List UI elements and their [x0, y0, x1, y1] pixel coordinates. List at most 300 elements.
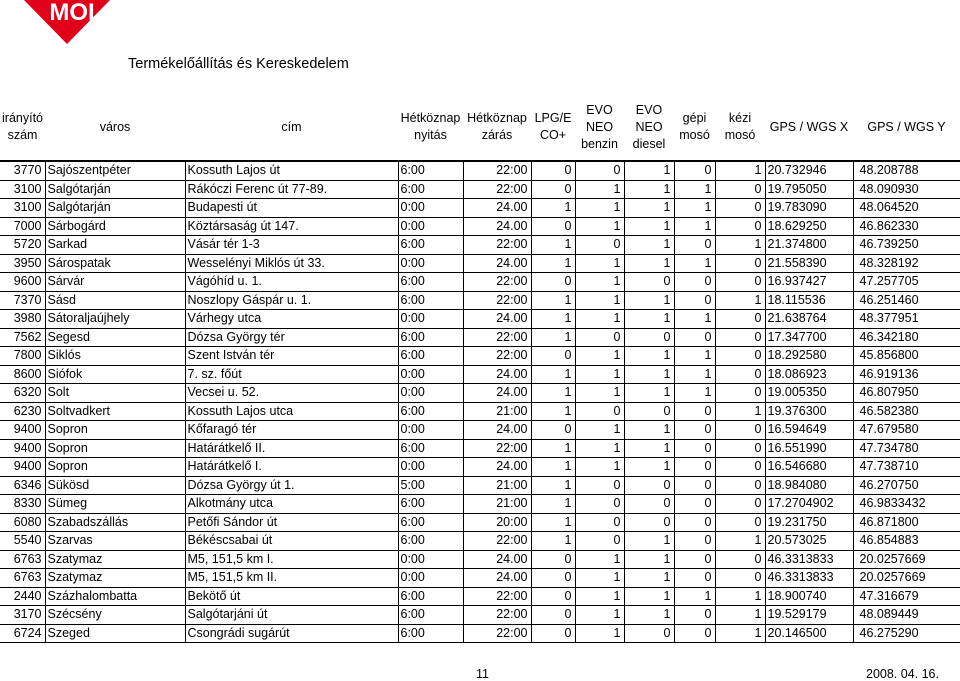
cell-gps-y: 20.0257669	[853, 569, 960, 588]
cell-gps-x: 18.629250	[765, 217, 853, 236]
cell-open: 6:00	[398, 273, 463, 292]
col-header-weekday-open: Hétköznap nyitás	[400, 111, 461, 142]
cell-close: 22:00	[463, 273, 531, 292]
cell-machine-wash: 0	[674, 606, 715, 625]
cell-postcode: 3980	[0, 310, 45, 329]
cell-hand-wash: 1	[715, 161, 765, 180]
cell-close: 24.00	[463, 458, 531, 477]
cell-evo-benzin: 0	[575, 328, 624, 347]
cell-evo-benzin: 1	[575, 199, 624, 218]
cell-evo-diesel: 0	[624, 513, 674, 532]
cell-machine-wash: 1	[674, 254, 715, 273]
cell-open: 6:00	[398, 439, 463, 458]
cell-close: 24.00	[463, 199, 531, 218]
cell-address: M5, 151,5 km II.	[185, 569, 398, 588]
cell-gps-y: 46.9833432	[853, 495, 960, 514]
cell-hand-wash: 0	[715, 365, 765, 384]
table-row	[0, 384, 960, 403]
cell-postcode: 9400	[0, 458, 45, 477]
table-row	[0, 347, 960, 366]
table-row	[0, 458, 960, 477]
cell-postcode: 7562	[0, 328, 45, 347]
cell-close: 24.00	[463, 550, 531, 569]
cell-open: 6:00	[398, 513, 463, 532]
cell-address: Köztársaság út 147.	[185, 217, 398, 236]
cell-postcode: 6346	[0, 476, 45, 495]
cell-city: Sajószentpéter	[45, 161, 185, 180]
cell-gps-y: 47.679580	[853, 421, 960, 440]
cell-evo-diesel: 0	[624, 624, 674, 643]
cell-close: 24.00	[463, 384, 531, 403]
cell-evo-benzin: 1	[575, 606, 624, 625]
cell-evo-benzin: 1	[575, 217, 624, 236]
cell-gps-x: 19.376300	[765, 402, 853, 421]
cell-open: 0:00	[398, 384, 463, 403]
table-row	[0, 495, 960, 514]
cell-gps-x: 18.292580	[765, 347, 853, 366]
cell-city: Siófok	[45, 365, 185, 384]
cell-open: 0:00	[398, 569, 463, 588]
cell-hand-wash: 0	[715, 495, 765, 514]
cell-open: 6:00	[398, 161, 463, 180]
cell-postcode: 3100	[0, 180, 45, 199]
cell-address: Alkotmány utca	[185, 495, 398, 514]
cell-postcode: 7000	[0, 217, 45, 236]
station-table	[0, 94, 960, 643]
cell-machine-wash: 1	[674, 587, 715, 606]
cell-city: Sarkad	[45, 236, 185, 255]
cell-gps-x: 19.005350	[765, 384, 853, 403]
cell-evo-benzin: 1	[575, 347, 624, 366]
mol-logo	[24, 0, 110, 44]
cell-gps-y: 46.270750	[853, 476, 960, 495]
cell-open: 0:00	[398, 254, 463, 273]
cell-address: Határátkelő I.	[185, 458, 398, 477]
cell-gps-x: 20.573025	[765, 532, 853, 551]
cell-evo-benzin: 0	[575, 476, 624, 495]
cell-evo-benzin: 0	[575, 236, 624, 255]
cell-evo-diesel: 1	[624, 569, 674, 588]
table-row	[0, 402, 960, 421]
cell-gps-y: 45.856800	[853, 347, 960, 366]
cell-open: 6:00	[398, 328, 463, 347]
cell-city: Szatymaz	[45, 569, 185, 588]
cell-lpg: 1	[531, 513, 575, 532]
cell-open: 6:00	[398, 180, 463, 199]
cell-address: M5, 151,5 km I.	[185, 550, 398, 569]
cell-evo-diesel: 1	[624, 199, 674, 218]
cell-gps-y: 48.328192	[853, 254, 960, 273]
cell-gps-x: 19.783090	[765, 199, 853, 218]
cell-postcode: 6763	[0, 550, 45, 569]
cell-gps-y: 48.089449	[853, 606, 960, 625]
cell-evo-diesel: 1	[624, 254, 674, 273]
cell-gps-x: 19.795050	[765, 180, 853, 199]
table-row	[0, 180, 960, 199]
cell-city: Szarvas	[45, 532, 185, 551]
cell-open: 0:00	[398, 458, 463, 477]
cell-gps-y: 20.0257669	[853, 550, 960, 569]
mol-logo-text: MOL	[49, 0, 103, 26]
cell-gps-y: 46.342180	[853, 328, 960, 347]
cell-address: Vágóhíd u. 1.	[185, 273, 398, 292]
cell-city: Solt	[45, 384, 185, 403]
cell-evo-diesel: 0	[624, 495, 674, 514]
cell-close: 22:00	[463, 161, 531, 180]
cell-address: Kossuth Lajos út	[185, 161, 398, 180]
cell-lpg: 1	[531, 328, 575, 347]
cell-address: Noszlopy Gáspár u. 1.	[185, 291, 398, 310]
cell-open: 6:00	[398, 624, 463, 643]
cell-evo-benzin: 1	[575, 458, 624, 477]
cell-address: Wesselényi Miklós út 33.	[185, 254, 398, 273]
cell-evo-benzin: 1	[575, 310, 624, 329]
cell-gps-x: 18.900740	[765, 587, 853, 606]
cell-city: Sükösd	[45, 476, 185, 495]
cell-hand-wash: 0	[715, 347, 765, 366]
cell-gps-x: 21.638764	[765, 310, 853, 329]
cell-close: 24.00	[463, 254, 531, 273]
cell-evo-benzin: 1	[575, 291, 624, 310]
cell-open: 0:00	[398, 365, 463, 384]
cell-evo-diesel: 1	[624, 458, 674, 477]
cell-hand-wash: 0	[715, 328, 765, 347]
cell-gps-x: 21.558390	[765, 254, 853, 273]
cell-machine-wash: 1	[674, 180, 715, 199]
cell-evo-diesel: 1	[624, 347, 674, 366]
cell-address: Petőfi Sándor út	[185, 513, 398, 532]
table-row	[0, 254, 960, 273]
cell-evo-diesel: 1	[624, 236, 674, 255]
cell-address: 7. sz. főút	[185, 365, 398, 384]
cell-lpg: 1	[531, 532, 575, 551]
cell-evo-diesel: 0	[624, 402, 674, 421]
cell-machine-wash: 1	[674, 384, 715, 403]
cell-city: Sopron	[45, 458, 185, 477]
cell-gps-x: 16.594649	[765, 421, 853, 440]
cell-postcode: 3170	[0, 606, 45, 625]
cell-open: 6:00	[398, 402, 463, 421]
cell-postcode: 9400	[0, 421, 45, 440]
cell-machine-wash: 0	[674, 550, 715, 569]
cell-close: 22:00	[463, 606, 531, 625]
table-row	[0, 421, 960, 440]
col-header-evo-diesel: EVO NEO diesel	[632, 102, 666, 151]
cell-gps-x: 16.937427	[765, 273, 853, 292]
cell-hand-wash: 0	[715, 458, 765, 477]
cell-gps-y: 46.862330	[853, 217, 960, 236]
cell-lpg: 0	[531, 273, 575, 292]
cell-address: Csongrádi sugárút	[185, 624, 398, 643]
cell-postcode: 7370	[0, 291, 45, 310]
table-row	[0, 624, 960, 643]
cell-postcode: 5540	[0, 532, 45, 551]
cell-close: 22:00	[463, 439, 531, 458]
cell-close: 22:00	[463, 532, 531, 551]
cell-address: Dózsa György út 1.	[185, 476, 398, 495]
cell-open: 6:00	[398, 495, 463, 514]
cell-hand-wash: 1	[715, 291, 765, 310]
cell-gps-x: 20.146500	[765, 624, 853, 643]
cell-gps-y: 46.871800	[853, 513, 960, 532]
cell-lpg: 1	[531, 384, 575, 403]
cell-machine-wash: 1	[674, 199, 715, 218]
cell-lpg: 1	[531, 439, 575, 458]
cell-close: 22:00	[463, 291, 531, 310]
col-header-weekday-close: Hétköznap zárás	[467, 111, 527, 142]
col-header-lpg: LPG/E CO+	[534, 111, 572, 142]
cell-city: Szatymaz	[45, 550, 185, 569]
cell-lpg: 1	[531, 402, 575, 421]
cell-evo-benzin: 1	[575, 365, 624, 384]
col-header-city: város	[99, 119, 131, 134]
cell-close: 22:00	[463, 328, 531, 347]
cell-lpg: 1	[531, 476, 575, 495]
table-row	[0, 365, 960, 384]
table-row	[0, 236, 960, 255]
cell-gps-x: 18.984080	[765, 476, 853, 495]
cell-city: Sátoraljaújhely	[45, 310, 185, 329]
cell-hand-wash: 0	[715, 273, 765, 292]
cell-evo-benzin: 0	[575, 513, 624, 532]
cell-evo-diesel: 1	[624, 439, 674, 458]
cell-open: 6:00	[398, 347, 463, 366]
footer-date: 2008. 04. 16.	[866, 667, 939, 681]
cell-lpg: 0	[531, 624, 575, 643]
table-row	[0, 513, 960, 532]
cell-address: Békéscsabai út	[185, 532, 398, 551]
cell-lpg: 0	[531, 217, 575, 236]
cell-address: Kossuth Lajos utca	[185, 402, 398, 421]
cell-evo-diesel: 1	[624, 421, 674, 440]
cell-city: Salgótarján	[45, 199, 185, 218]
cell-machine-wash: 0	[674, 624, 715, 643]
cell-lpg: 0	[531, 180, 575, 199]
cell-evo-diesel: 0	[624, 273, 674, 292]
cell-postcode: 6230	[0, 402, 45, 421]
cell-close: 24.00	[463, 310, 531, 329]
cell-open: 0:00	[398, 217, 463, 236]
col-header-evo-benzin: EVO NEO benzin	[581, 102, 618, 151]
cell-open: 6:00	[398, 587, 463, 606]
cell-hand-wash: 0	[715, 476, 765, 495]
cell-address: Bekötő út	[185, 587, 398, 606]
cell-address: Várhegy utca	[185, 310, 398, 329]
cell-evo-diesel: 1	[624, 310, 674, 329]
cell-close: 24.00	[463, 569, 531, 588]
cell-evo-diesel: 1	[624, 550, 674, 569]
cell-lpg: 0	[531, 347, 575, 366]
cell-gps-y: 47.257705	[853, 273, 960, 292]
page-number: 11	[476, 667, 489, 681]
cell-evo-benzin: 1	[575, 587, 624, 606]
cell-machine-wash: 0	[674, 439, 715, 458]
cell-machine-wash: 0	[674, 291, 715, 310]
cell-postcode: 5720	[0, 236, 45, 255]
table-row	[0, 310, 960, 329]
cell-city: Salgótarján	[45, 180, 185, 199]
cell-postcode: 9600	[0, 273, 45, 292]
cell-lpg: 0	[531, 606, 575, 625]
cell-gps-x: 16.551990	[765, 439, 853, 458]
cell-close: 24.00	[463, 217, 531, 236]
cell-close: 22:00	[463, 180, 531, 199]
table-body	[0, 161, 960, 643]
cell-postcode: 7800	[0, 347, 45, 366]
cell-evo-diesel: 1	[624, 291, 674, 310]
table-row	[0, 161, 960, 180]
cell-evo-benzin: 1	[575, 273, 624, 292]
cell-hand-wash: 0	[715, 254, 765, 273]
cell-gps-y: 48.090930	[853, 180, 960, 199]
cell-postcode: 6080	[0, 513, 45, 532]
cell-gps-y: 48.377951	[853, 310, 960, 329]
cell-gps-y: 46.275290	[853, 624, 960, 643]
cell-evo-benzin: 1	[575, 550, 624, 569]
cell-evo-diesel: 1	[624, 384, 674, 403]
cell-close: 24.00	[463, 421, 531, 440]
table-row	[0, 476, 960, 495]
cell-machine-wash: 0	[674, 458, 715, 477]
cell-gps-x: 20.732946	[765, 161, 853, 180]
cell-gps-y: 46.807950	[853, 384, 960, 403]
cell-postcode: 6763	[0, 569, 45, 588]
cell-gps-x: 46.3313833	[765, 550, 853, 569]
cell-machine-wash: 1	[674, 310, 715, 329]
col-header-hand-wash: kézi mosó	[724, 111, 756, 142]
col-header-gps-y: GPS / WGS Y	[867, 119, 946, 134]
cell-hand-wash: 0	[715, 217, 765, 236]
cell-open: 6:00	[398, 532, 463, 551]
cell-hand-wash: 1	[715, 402, 765, 421]
cell-open: 0:00	[398, 421, 463, 440]
cell-city: Siklós	[45, 347, 185, 366]
cell-evo-diesel: 1	[624, 587, 674, 606]
cell-gps-x: 19.231750	[765, 513, 853, 532]
cell-open: 6:00	[398, 236, 463, 255]
cell-address: Határátkelő II.	[185, 439, 398, 458]
cell-gps-x: 18.086923	[765, 365, 853, 384]
cell-close: 22:00	[463, 347, 531, 366]
table-row	[0, 328, 960, 347]
cell-gps-y: 47.738710	[853, 458, 960, 477]
cell-hand-wash: 0	[715, 384, 765, 403]
cell-postcode: 8330	[0, 495, 45, 514]
table-row	[0, 439, 960, 458]
cell-gps-x: 17.2704902	[765, 495, 853, 514]
cell-machine-wash: 0	[674, 513, 715, 532]
cell-open: 6:00	[398, 606, 463, 625]
cell-hand-wash: 0	[715, 513, 765, 532]
table-row	[0, 532, 960, 551]
cell-machine-wash: 1	[674, 217, 715, 236]
cell-close: 21:00	[463, 476, 531, 495]
cell-open: 6:00	[398, 291, 463, 310]
cell-open: 5:00	[398, 476, 463, 495]
table-row	[0, 550, 960, 569]
cell-gps-y: 46.919136	[853, 365, 960, 384]
table-row	[0, 587, 960, 606]
col-header-machine-wash: gépi mosó	[679, 111, 710, 142]
cell-evo-benzin: 1	[575, 254, 624, 273]
col-header-gps-x: GPS / WGS X	[769, 119, 849, 134]
cell-postcode: 6724	[0, 624, 45, 643]
cell-lpg: 1	[531, 199, 575, 218]
cell-evo-benzin: 0	[575, 402, 624, 421]
cell-close: 21:00	[463, 402, 531, 421]
cell-lpg: 1	[531, 458, 575, 477]
cell-evo-benzin: 0	[575, 532, 624, 551]
cell-address: Rákóczi Ferenc út 77-89.	[185, 180, 398, 199]
cell-close: 21:00	[463, 495, 531, 514]
cell-evo-diesel: 0	[624, 328, 674, 347]
company-subtitle: Termékelőállítás és Kereskedelem	[128, 56, 349, 72]
cell-evo-diesel: 0	[624, 476, 674, 495]
cell-hand-wash: 1	[715, 236, 765, 255]
cell-machine-wash: 0	[674, 236, 715, 255]
cell-city: Segesd	[45, 328, 185, 347]
cell-lpg: 1	[531, 365, 575, 384]
cell-close: 24.00	[463, 365, 531, 384]
cell-address: Budapesti út	[185, 199, 398, 218]
cell-city: Soltvadkert	[45, 402, 185, 421]
cell-postcode: 3770	[0, 161, 45, 180]
cell-close: 22:00	[463, 624, 531, 643]
cell-evo-diesel: 1	[624, 180, 674, 199]
cell-gps-y: 46.739250	[853, 236, 960, 255]
cell-evo-diesel: 1	[624, 161, 674, 180]
cell-city: Szeged	[45, 624, 185, 643]
cell-hand-wash: 0	[715, 569, 765, 588]
cell-open: 0:00	[398, 550, 463, 569]
cell-postcode: 3100	[0, 199, 45, 218]
cell-machine-wash: 1	[674, 365, 715, 384]
cell-lpg: 1	[531, 495, 575, 514]
cell-city: Sopron	[45, 421, 185, 440]
col-header-postcode: irányító szám	[2, 111, 43, 142]
cell-close: 22:00	[463, 587, 531, 606]
cell-city: Sárvár	[45, 273, 185, 292]
cell-evo-benzin: 1	[575, 624, 624, 643]
cell-machine-wash: 0	[674, 421, 715, 440]
cell-hand-wash: 0	[715, 550, 765, 569]
cell-close: 22:00	[463, 236, 531, 255]
table-row	[0, 273, 960, 292]
cell-city: Szabadszállás	[45, 513, 185, 532]
cell-gps-x: 46.3313833	[765, 569, 853, 588]
cell-address: Dózsa György tér	[185, 328, 398, 347]
cell-evo-benzin: 1	[575, 180, 624, 199]
table-header-row	[0, 94, 960, 161]
cell-lpg: 1	[531, 236, 575, 255]
cell-lpg: 0	[531, 569, 575, 588]
cell-address: Vecsei u. 52.	[185, 384, 398, 403]
cell-gps-y: 48.064520	[853, 199, 960, 218]
cell-city: Sásd	[45, 291, 185, 310]
cell-evo-benzin: 0	[575, 161, 624, 180]
cell-address: Vásár tér 1-3	[185, 236, 398, 255]
cell-evo-benzin: 1	[575, 569, 624, 588]
cell-gps-y: 47.316679	[853, 587, 960, 606]
cell-machine-wash: 0	[674, 476, 715, 495]
cell-machine-wash: 0	[674, 402, 715, 421]
table-row	[0, 569, 960, 588]
table-row	[0, 606, 960, 625]
cell-hand-wash: 0	[715, 310, 765, 329]
table-row	[0, 199, 960, 218]
cell-evo-diesel: 1	[624, 217, 674, 236]
cell-postcode: 9400	[0, 439, 45, 458]
